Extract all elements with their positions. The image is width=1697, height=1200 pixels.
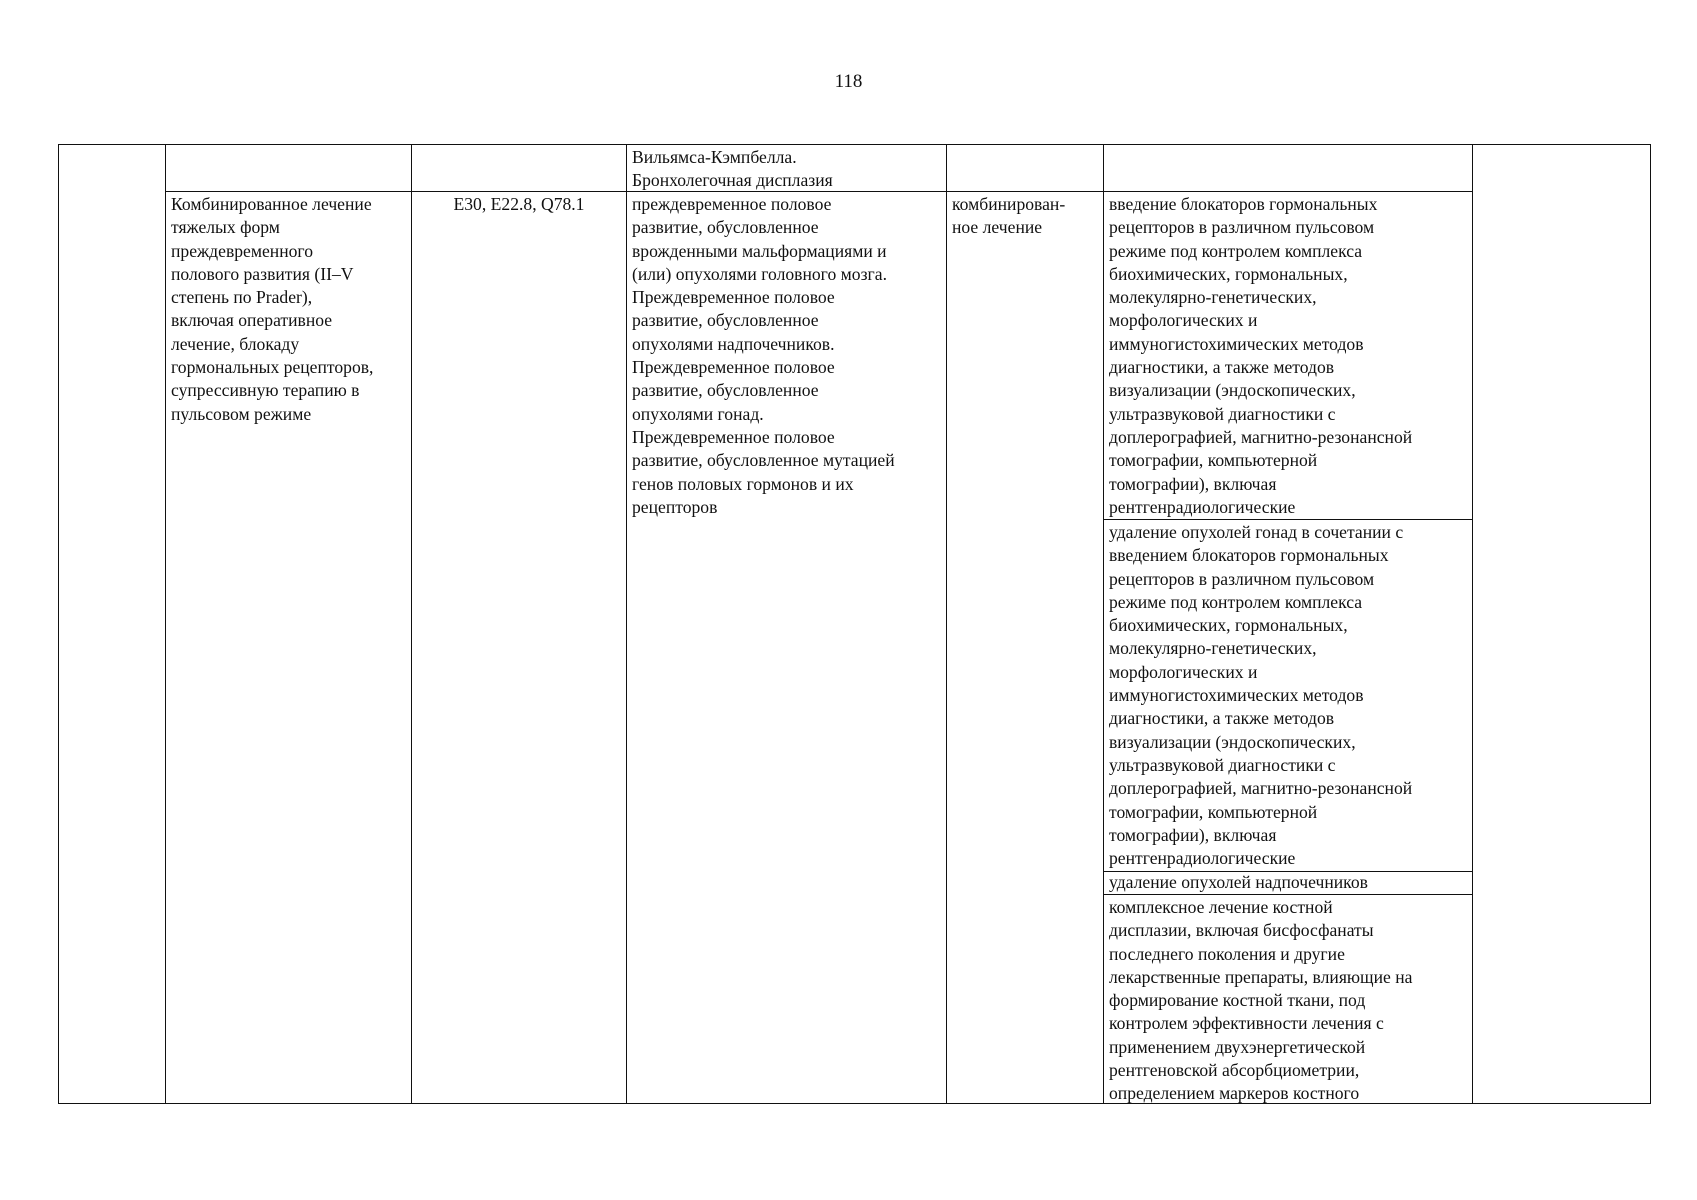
- method-name-cell: Комбинированное лечение тяжелых форм преждевременного полового развития (II–V степень по Prader), включая оперативное лечение, блокаду гормональных рецепторов, супрессивную терапию в пульсовом режиме: [171, 194, 374, 424]
- diagnosis-cell: преждевременное половое развитие, обусловленное врожденными мальформациями и (или) опухолями головного мозга. Преждевременное половое развитие, обусловленное опухолями надпочечников. Преждевременное половое развитие, обусловленное опухолями гонад. Преждевременное половое развитие, обусловленное мутацией генов половых гормонов и их рецепторов: [632, 194, 895, 517]
- column-divider: [1472, 144, 1473, 1104]
- icd-codes-cell: E30, E22.8, Q78.1: [453, 194, 585, 214]
- treatment-cell: удаление опухолей надпочечников: [1109, 872, 1368, 892]
- treatment-cell: удаление опухолей гонад в сочетании с введением блокаторов гормональных рецепторов в различном пульсовом режиме под контролем комплекса биохимических, гормональных, молекулярно-генетических, морфологических и иммуногистохимических методов диагностики, а также методов визуализации (эндоскопических, ультразвуковой диагностики с доплерографией, магнитно-резонансной томографии, компьютерной томографии), включая рентгенрадиологические: [1109, 522, 1413, 869]
- column-divider: [165, 144, 166, 1104]
- treatment-cell: введение блокаторов гормональных рецепторов в различном пульсовом режиме под контролем комплекса биохимических, гормональных, молекулярно-генетических, морфологических и иммуногистохимических методов диагностики, а также методов визуализации (эндоскопических, ультразвуковой диагностики с доплерографией, магнитно-резонансной томографии, компьютерной томографии), включая рентгенрадиологические: [1109, 194, 1413, 517]
- column-divider: [946, 144, 947, 1104]
- column-divider: [411, 144, 412, 1104]
- continuation-diagnosis-cell: Вильямса-Кэмпбелла. Бронхолегочная дисплазия: [632, 147, 833, 191]
- treatment-type-cell: комбинирован- ное лечение: [952, 194, 1066, 238]
- column-divider: [1103, 144, 1104, 1104]
- page-number: 118: [834, 71, 863, 92]
- treatment-cell: комплексное лечение костной дисплазии, включая бисфосфанаты последнего поколения и другие лекарственные препараты, влияющие на формирование костной ткани, под контролем эффективности лечения с применением двухэнергетической рентгеновской абсорбциометрии, определением маркеров костного: [1109, 897, 1413, 1104]
- column-divider: [626, 144, 627, 1104]
